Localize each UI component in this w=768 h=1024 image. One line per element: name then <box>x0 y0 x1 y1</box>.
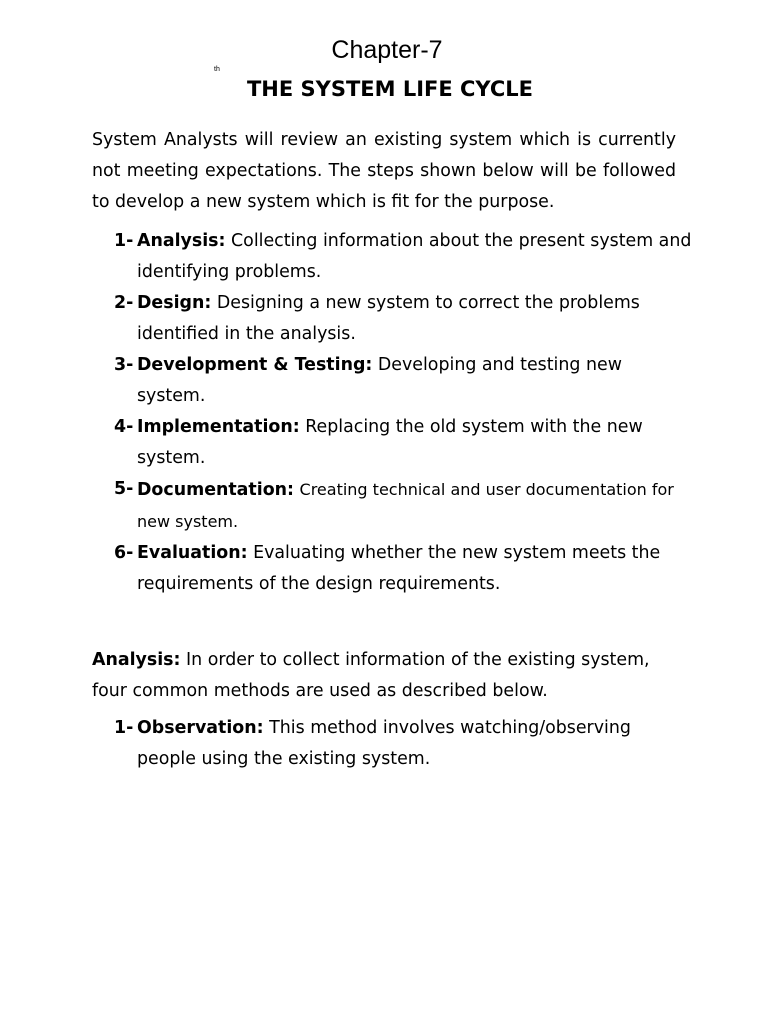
list-item-analysis <box>114 226 694 288</box>
step-description: Replacing the old system with the new system. <box>137 417 643 468</box>
step-number: 4- <box>114 417 134 437</box>
step-number: 1- <box>114 231 134 251</box>
analysis-methods-list <box>114 713 694 775</box>
step-term: Documentation: <box>137 480 294 500</box>
step-number: 5- <box>114 479 134 499</box>
step-description: Creating technical and user documentation for new system. <box>137 480 674 531</box>
method-number: 1- <box>114 718 134 738</box>
step-term: Analysis: <box>137 231 226 251</box>
method-term: Observation: <box>137 718 264 738</box>
intro-paragraph: System Analysts will review an existing system which is currently not meeting expectations. The steps shown below will be followed to develop a new system which is fit for the purpose. <box>92 130 676 212</box>
page-title: THE SYSTEM LIFE CYCLE <box>246 77 534 101</box>
step-term: Development & Testing: <box>137 355 373 375</box>
chapter-heading: Chapter-7 <box>331 36 443 64</box>
step-number: 3- <box>114 355 134 375</box>
step-number: 2- <box>114 293 134 313</box>
analysis-paragraph <box>92 645 682 707</box>
step-description: Evaluating whether the new system meets the requirements of the design requirements. <box>137 543 661 594</box>
life-cycle-steps-list <box>114 226 694 600</box>
method-description: This method involves watching/observing people using the existing system. <box>137 718 631 769</box>
step-description: Collecting information about the present system and identifying problems. <box>137 231 692 282</box>
list-item-evaluation <box>114 538 694 600</box>
list-item-design <box>114 288 694 350</box>
analysis-description: In order to collect information of the existing system, four common methods are used as described below. <box>92 650 650 701</box>
step-description: Designing a new system to correct the problems identified in the analysis. <box>137 293 640 344</box>
list-item-development-testing <box>114 350 694 412</box>
step-description: Developing and testing new system. <box>137 355 622 406</box>
analysis-term: Analysis: <box>92 650 181 670</box>
step-number: 6- <box>114 543 134 563</box>
superscript-mark: th <box>214 66 220 73</box>
list-item-observation <box>114 713 694 775</box>
step-term: Evaluation: <box>137 543 248 563</box>
step-term: Design: <box>137 293 212 313</box>
list-item-implementation <box>114 412 694 474</box>
step-term: Implementation: <box>137 417 300 437</box>
list-item-documentation <box>114 474 694 538</box>
